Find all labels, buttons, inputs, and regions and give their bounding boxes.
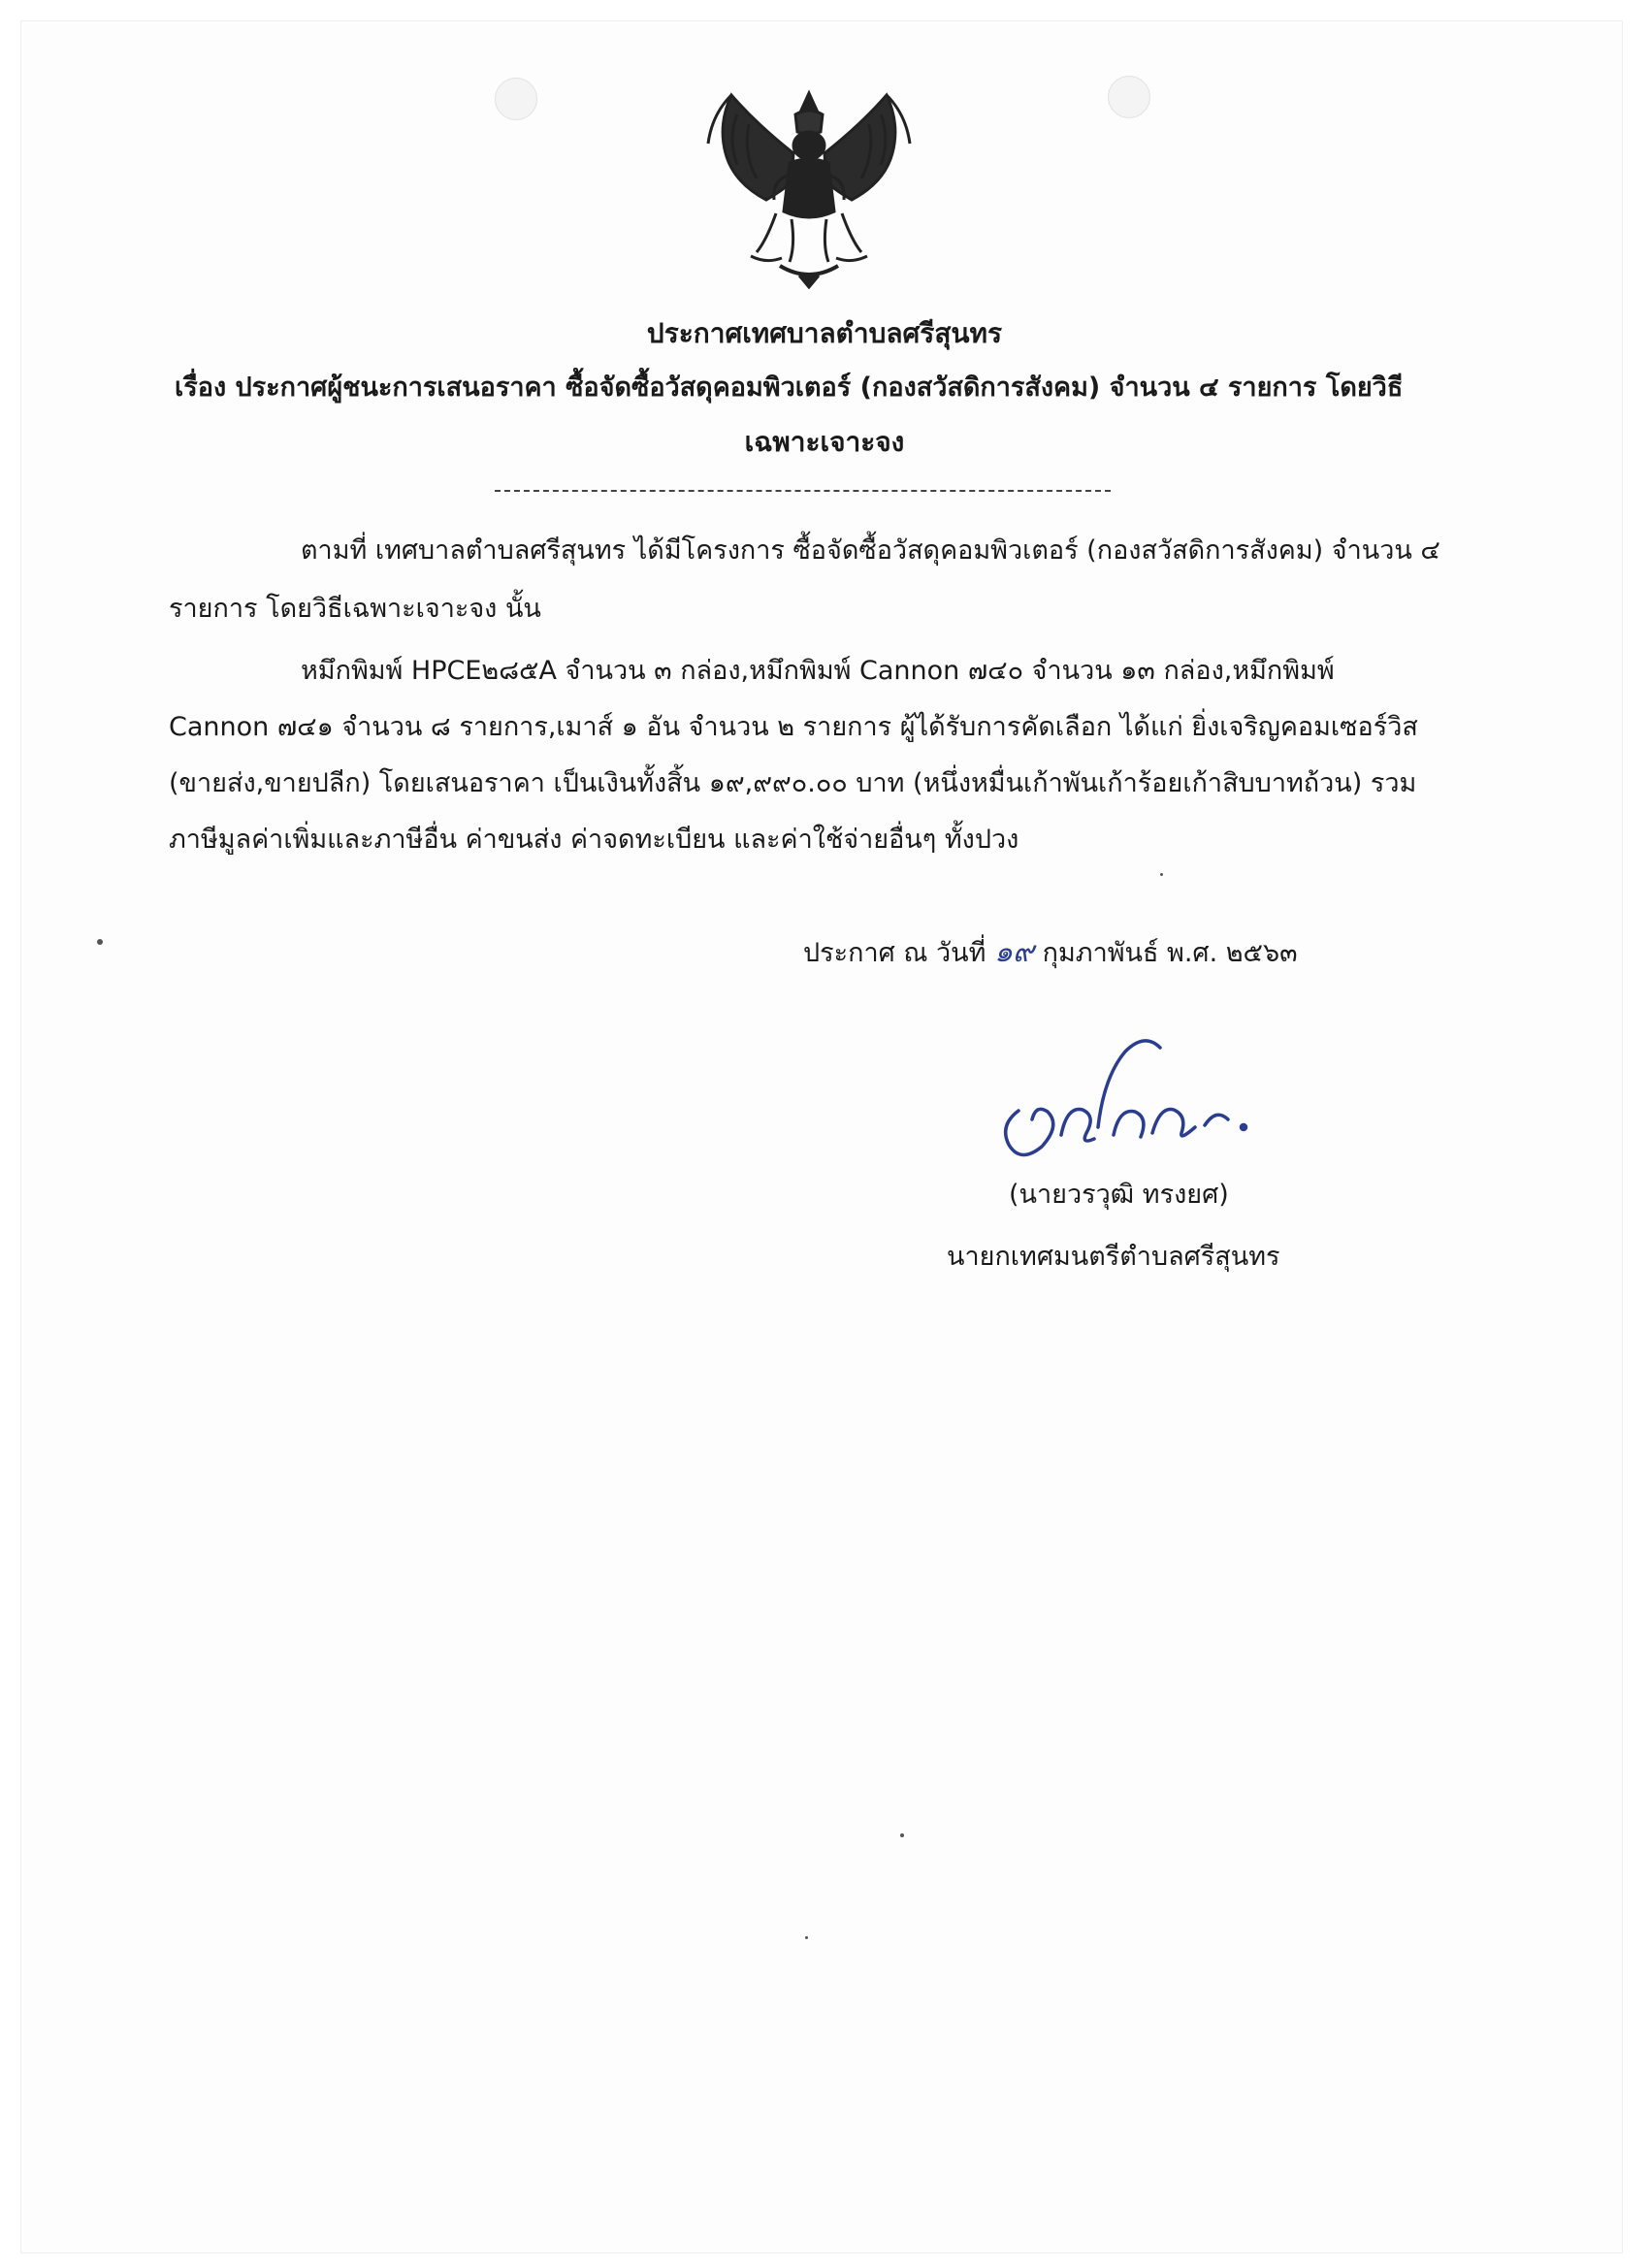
scan-speck [805, 1936, 808, 1939]
date-month-year: กุมภาพันธ์ พ.ศ. ๒๕๖๓ [1042, 938, 1298, 968]
paragraph-1-line-1: ตามที่ เทศบาลตำบลศรีสุนทร ได้มีโครงการ ซื้อจัดซื้อวัสดุคอมพิวเตอร์ (กองสวัสดิการสังคม) จำนวน ๔ [301, 535, 1440, 566]
document-page [21, 21, 1622, 2252]
paragraph-1-line-2: รายการ โดยวิธีเฉพาะเจาะจง นั้น [169, 594, 541, 624]
announcement-title: ประกาศเทศบาลตำบลศรีสุนทร [646, 317, 1003, 349]
punch-hole-right [1108, 76, 1150, 118]
paragraph-2-line-3: (ขายส่ง,ขายปลีก) โดยเสนอราคา เป็นเงินทั้งสิ้น ๑๙,๙๙๐.๐๐ บาท (หนึ่งหมื่นเก้าพันเก้าร้อยเก้าสิบบาทถ้วน) รวม [169, 768, 1417, 798]
paragraph-2-line-2: Cannon ๗๔๑ จำนวน ๘ รายการ,เมาส์ ๑ อัน จำนวน ๒ รายการ ผู้ได้รับการคัดเลือก ได้แก่ ยิ่งเจริญคอมเซอร์วิส [169, 712, 1418, 742]
punch-hole-left [495, 78, 537, 120]
scan-speck [1160, 873, 1163, 876]
announcement-date [803, 933, 1298, 973]
subject-line-1: เรื่อง ประกาศผู้ชนะการเสนอราคา ซื้อจัดซื้อวัสดุคอมพิวเตอร์ (กองสวัสดิการสังคม) จำนวน ๔ รายการ โดยวิธี [175, 373, 1404, 403]
signatory-position: นายกเทศมนตรีตำบลศรีสุนทร [947, 1242, 1280, 1272]
garuda-emblem-icon [698, 85, 920, 289]
subject-line-2: เฉพาะเจาะจง [744, 426, 905, 458]
paragraph-2-line-1: หมึกพิมพ์ HPCE๒๘๕A จำนวน ๓ กล่อง,หมึกพิมพ์ Cannon ๗๔๐ จำนวน ๑๓ กล่อง,หมึกพิมพ์ [301, 656, 1335, 686]
signature-icon [989, 1019, 1271, 1183]
title-separator [495, 490, 1111, 492]
paragraph-2-line-4: ภาษีมูลค่าเพิ่มและภาษีอื่น ค่าขนส่ง ค่าจดทะเบียน และค่าใช้จ่ายอื่นๆ ทั้งปวง [169, 825, 1019, 855]
signatory-name: (นายวรวุฒิ ทรงยศ) [1009, 1180, 1229, 1210]
date-prefix: ประกาศ ณ วันที่ [803, 938, 986, 968]
scan-speck [97, 939, 103, 945]
date-day-handwritten: ๑๙ [994, 935, 1035, 969]
scan-speck [900, 1833, 904, 1837]
